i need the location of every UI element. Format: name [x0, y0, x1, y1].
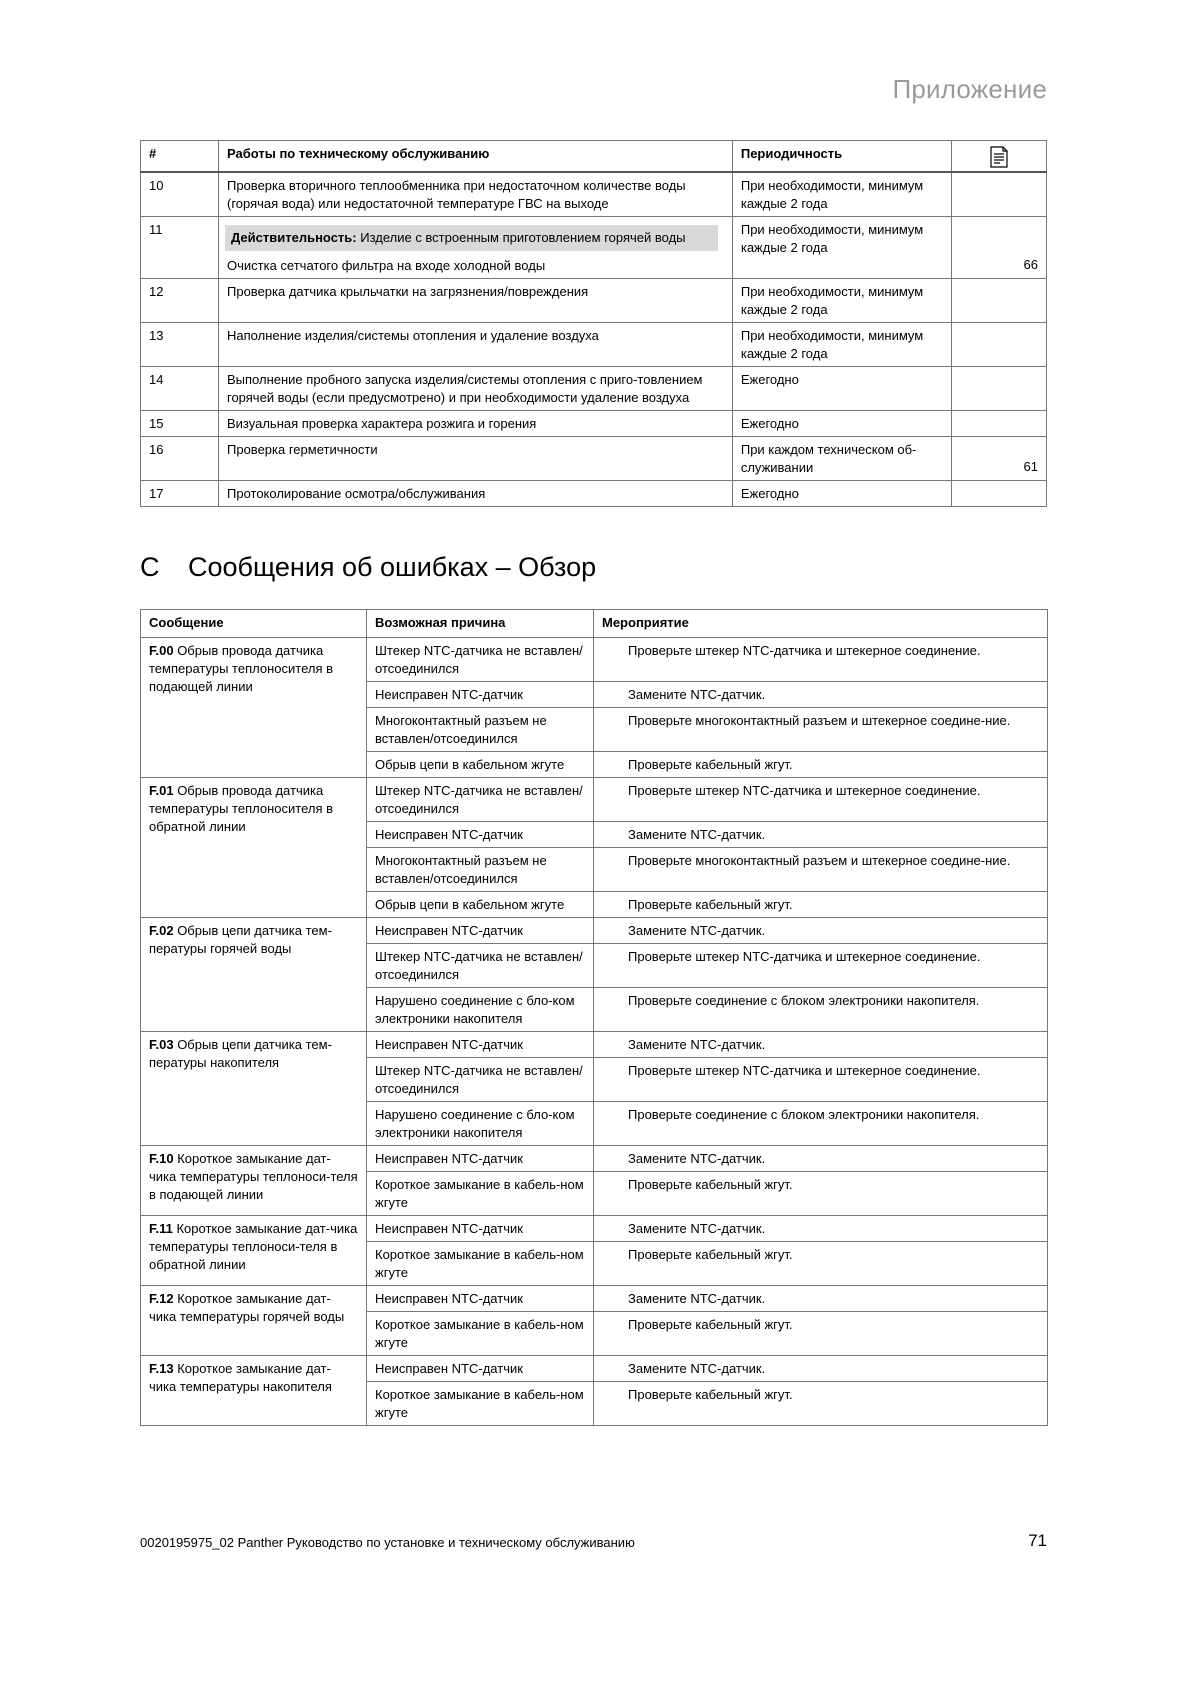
row-number: 16 — [141, 437, 219, 481]
section-letter: C — [140, 552, 160, 582]
error-code: F.12 — [149, 1291, 174, 1306]
validity-note — [225, 225, 718, 251]
cause-cell: Неисправен NTC-датчик — [367, 918, 594, 944]
work-text: Визуальная проверка характера розжига и горения — [227, 416, 537, 431]
work-cell — [219, 481, 733, 507]
cause-cell: Короткое замыкание в кабель-ном жгуте — [367, 1312, 594, 1356]
work-text: Протоколирование осмотра/обслуживания — [227, 486, 486, 501]
document-icon — [990, 146, 1008, 168]
table-row — [141, 411, 1047, 437]
col-header-work: Работы по техническому обслуживанию — [219, 141, 733, 173]
page-number: 71 — [1028, 1531, 1047, 1550]
col-header-message: Сообщение — [141, 610, 367, 638]
table-row — [141, 1286, 1048, 1312]
period-cell: При необходимости, минимум каждые 2 года — [732, 323, 951, 367]
section-title-text: Сообщения об ошибках – Обзор — [188, 552, 597, 582]
page-reference — [952, 411, 1047, 437]
work-cell — [219, 323, 733, 367]
col-header-reference — [952, 141, 1047, 173]
error-description: Короткое замыкание дат-чика температуры горячей воды — [149, 1291, 345, 1324]
work-text: Выполнение пробного запуска изделия/системы отопления с приго-товлением горячей воды (если предусмотрено) и при необходимости удаление воздуха — [227, 372, 703, 405]
validity-text: Изделие с встроенным приготовлением горячей воды — [356, 230, 686, 245]
cause-cell: Штекер NTC-датчика не вставлен/отсоединился — [367, 944, 594, 988]
error-code: F.10 — [149, 1151, 174, 1166]
action-cell: Проверьте штекер NTC-датчика и штекерное соединение. — [594, 944, 1048, 988]
row-number: 15 — [141, 411, 219, 437]
cause-cell: Неисправен NTC-датчик — [367, 1356, 594, 1382]
table-row — [141, 172, 1047, 217]
errors-header-row — [141, 610, 1048, 638]
action-cell: Проверьте кабельный жгут. — [594, 892, 1048, 918]
error-description: Обрыв цепи датчика тем-пературы накопителя — [149, 1037, 332, 1070]
error-code: F.00 — [149, 643, 174, 658]
period-cell: При необходимости, минимум каждые 2 года — [732, 217, 951, 279]
validity-label: Действительность: — [231, 230, 357, 245]
action-cell: Замените NTC-датчик. — [594, 1146, 1048, 1172]
cause-cell: Короткое замыкание в кабель-ном жгуте — [367, 1242, 594, 1286]
maintenance-table — [140, 140, 1047, 507]
work-text: Очистка сетчатого фильтра на входе холодной воды — [227, 258, 546, 273]
cause-cell: Штекер NTC-датчика не вставлен/отсоединился — [367, 1058, 594, 1102]
table-row — [141, 323, 1047, 367]
error-message-cell — [141, 1032, 367, 1146]
period-cell: При необходимости, минимум каждые 2 года — [732, 279, 951, 323]
action-cell: Замените NTC-датчик. — [594, 822, 1048, 848]
error-description: Обрыв провода датчика температуры теплоносителя в обратной линии — [149, 783, 334, 834]
period-cell: При необходимости, минимум каждые 2 года — [732, 172, 951, 217]
work-cell — [219, 279, 733, 323]
error-code: F.01 — [149, 783, 174, 798]
page-reference — [952, 481, 1047, 507]
cause-cell: Неисправен NTC-датчик — [367, 682, 594, 708]
maintenance-header-row — [141, 141, 1047, 173]
error-description: Короткое замыкание дат-чика температуры накопителя — [149, 1361, 332, 1394]
table-row — [141, 279, 1047, 323]
page-reference: 66 — [952, 217, 1047, 279]
action-cell: Проверьте кабельный жгут. — [594, 1172, 1048, 1216]
work-cell — [219, 367, 733, 411]
cause-cell: Обрыв цепи в кабельном жгуте — [367, 892, 594, 918]
action-cell: Проверьте кабельный жгут. — [594, 1242, 1048, 1286]
table-row — [141, 638, 1048, 682]
action-cell: Проверьте кабельный жгут. — [594, 1382, 1048, 1426]
period-cell: Ежегодно — [732, 411, 951, 437]
row-number: 14 — [141, 367, 219, 411]
cause-cell: Неисправен NTC-датчик — [367, 1032, 594, 1058]
cause-cell: Короткое замыкание в кабель-ном жгуте — [367, 1172, 594, 1216]
error-code: F.13 — [149, 1361, 174, 1376]
action-cell: Проверьте штекер NTC-датчика и штекерное соединение. — [594, 1058, 1048, 1102]
row-number: 11 — [141, 217, 219, 279]
error-messages-table — [140, 609, 1048, 1426]
col-header-cause: Возможная причина — [367, 610, 594, 638]
cause-cell: Обрыв цепи в кабельном жгуте — [367, 752, 594, 778]
cause-cell: Штекер NTC-датчика не вставлен/отсоединился — [367, 638, 594, 682]
error-description: Обрыв провода датчика температуры теплоносителя в подающей линии — [149, 643, 334, 694]
row-number: 17 — [141, 481, 219, 507]
col-header-period: Периодичность — [732, 141, 951, 173]
action-cell: Замените NTC-датчик. — [594, 1032, 1048, 1058]
action-cell: Замените NTC-датчик. — [594, 1216, 1048, 1242]
cause-cell: Нарушено соединение с бло-ком электроники накопителя — [367, 1102, 594, 1146]
cause-cell: Неисправен NTC-датчик — [367, 1216, 594, 1242]
page-reference — [952, 279, 1047, 323]
table-row — [141, 437, 1047, 481]
page-header-title: Приложение — [892, 74, 1047, 104]
action-cell: Замените NTC-датчик. — [594, 918, 1048, 944]
cause-cell: Многоконтактный разъем не вставлен/отсоединился — [367, 848, 594, 892]
row-number: 13 — [141, 323, 219, 367]
cause-cell: Неисправен NTC-датчик — [367, 822, 594, 848]
section-heading — [140, 552, 596, 583]
work-text: Наполнение изделия/системы отопления и удаление воздуха — [227, 328, 599, 343]
error-message-cell — [141, 1146, 367, 1216]
page-reference — [952, 367, 1047, 411]
cause-cell: Короткое замыкание в кабель-ном жгуте — [367, 1382, 594, 1426]
row-number: 12 — [141, 279, 219, 323]
work-cell — [219, 217, 733, 279]
footer-document-title: 0020195975_02 Panther Руководство по установке и техническому обслуживанию — [140, 1535, 635, 1550]
period-cell: Ежегодно — [732, 481, 951, 507]
cause-cell: Неисправен NTC-датчик — [367, 1286, 594, 1312]
action-cell: Замените NTC-датчик. — [594, 1356, 1048, 1382]
period-cell: При каждом техническом об-служивании — [732, 437, 951, 481]
work-text: Проверка вторичного теплообменника при недостаточном количестве воды (горячая вода) или недостаточной температуре ГВС на выходе — [227, 178, 686, 211]
error-message-cell — [141, 1286, 367, 1356]
error-description: Обрыв цепи датчика тем-пературы горячей воды — [149, 923, 332, 956]
work-cell — [219, 437, 733, 481]
action-cell: Замените NTC-датчик. — [594, 1286, 1048, 1312]
action-cell: Проверьте кабельный жгут. — [594, 1312, 1048, 1356]
error-description: Короткое замыкание дат-чика температуры теплоноси-теля в обратной линии — [149, 1221, 358, 1272]
page-reference: 61 — [952, 437, 1047, 481]
error-message-cell — [141, 638, 367, 778]
col-header-num: # — [141, 141, 219, 173]
action-cell: Замените NTC-датчик. — [594, 682, 1048, 708]
table-row — [141, 481, 1047, 507]
page-reference — [952, 323, 1047, 367]
cause-cell: Штекер NTC-датчика не вставлен/отсоединился — [367, 778, 594, 822]
work-text: Проверка датчика крыльчатки на загрязнения/повреждения — [227, 284, 589, 299]
table-row — [141, 1146, 1048, 1172]
action-cell: Проверьте соединение с блоком электроники накопителя. — [594, 988, 1048, 1032]
error-code: F.02 — [149, 923, 174, 938]
work-text: Проверка герметичности — [227, 442, 378, 457]
error-message-cell — [141, 1216, 367, 1286]
error-message-cell — [141, 778, 367, 918]
table-row — [141, 217, 1047, 279]
col-header-action: Мероприятие — [594, 610, 1048, 638]
action-cell: Проверьте соединение с блоком электроники накопителя. — [594, 1102, 1048, 1146]
table-row — [141, 367, 1047, 411]
action-cell: Проверьте штекер NTC-датчика и штекерное соединение. — [594, 778, 1048, 822]
error-message-cell — [141, 1356, 367, 1426]
cause-cell: Нарушено соединение с бло-ком электроники накопителя — [367, 988, 594, 1032]
work-cell — [219, 411, 733, 437]
error-code: F.03 — [149, 1037, 174, 1052]
action-cell: Проверьте штекер NTC-датчика и штекерное соединение. — [594, 638, 1048, 682]
action-cell: Проверьте кабельный жгут. — [594, 752, 1048, 778]
error-code: F.11 — [149, 1221, 173, 1236]
error-description: Короткое замыкание дат-чика температуры теплоноси-теля в подающей линии — [149, 1151, 358, 1202]
table-row — [141, 1216, 1048, 1242]
table-row — [141, 1356, 1048, 1382]
error-message-cell — [141, 918, 367, 1032]
period-cell: Ежегодно — [732, 367, 951, 411]
work-cell — [219, 172, 733, 217]
row-number: 10 — [141, 172, 219, 217]
table-row — [141, 778, 1048, 822]
action-cell: Проверьте многоконтактный разъем и штекерное соедине-ние. — [594, 708, 1048, 752]
cause-cell: Неисправен NTC-датчик — [367, 1146, 594, 1172]
table-row — [141, 918, 1048, 944]
page-reference — [952, 172, 1047, 217]
cause-cell: Многоконтактный разъем не вставлен/отсоединился — [367, 708, 594, 752]
action-cell: Проверьте многоконтактный разъем и штекерное соедине-ние. — [594, 848, 1048, 892]
table-row — [141, 1032, 1048, 1058]
